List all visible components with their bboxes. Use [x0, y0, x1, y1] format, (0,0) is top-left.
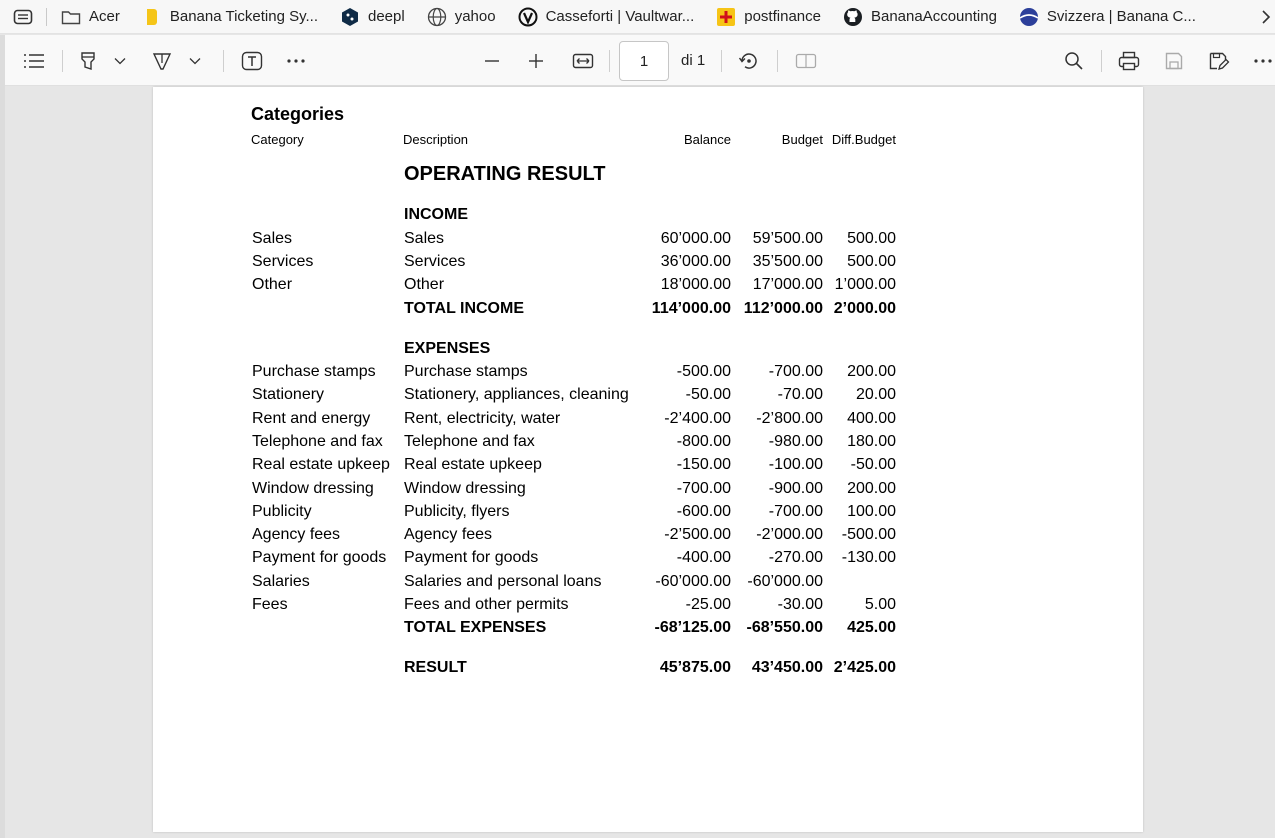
- diff-budget-cell: 200.00: [847, 363, 896, 380]
- deepl-icon: [340, 7, 360, 27]
- bookmark-yahoo[interactable]: [427, 0, 496, 34]
- save-as-icon[interactable]: [1207, 35, 1231, 86]
- expenses-heading: EXPENSES: [404, 340, 491, 357]
- diff-budget-cell: 1’000.00: [834, 276, 896, 294]
- total-expenses-label: TOTAL EXPENSES: [404, 619, 547, 636]
- bookmarks-divider: [46, 8, 47, 26]
- balance-cell: -800.00: [676, 432, 731, 450]
- category-cell: Sales: [252, 230, 293, 247]
- balance-cell: 18’000.00: [660, 276, 731, 294]
- bookmark-deepl[interactable]: [340, 0, 405, 34]
- header-balance: Balance: [684, 132, 731, 147]
- budget-cell: 17’000.00: [752, 276, 823, 294]
- bookmark-label: yahoo: [454, 8, 496, 25]
- balance-cell: -2’500.00: [664, 526, 731, 544]
- print-icon[interactable]: [1117, 35, 1141, 86]
- category-cell: Purchase stamps: [252, 363, 376, 380]
- total-income-row: [153, 300, 1143, 322]
- bookmark-label: Acer: [89, 8, 120, 25]
- bookmark-label: Svizzera | Banana C...: [1046, 8, 1196, 25]
- table-row: [153, 253, 1143, 275]
- bookmark-vaultwarden[interactable]: [518, 0, 695, 34]
- description-cell: Payment for goods: [404, 549, 539, 567]
- description-cell: Fees and other permits: [404, 596, 569, 613]
- more-options-icon[interactable]: [284, 35, 308, 86]
- category-cell: Payment for goods: [252, 549, 387, 567]
- table-row: [153, 549, 1143, 571]
- total-income-label: TOTAL INCOME: [404, 300, 524, 317]
- total-expenses-balance: -68’125.00: [654, 619, 731, 636]
- balance-cell: -700.00: [676, 479, 731, 497]
- description-cell: Other: [404, 276, 445, 294]
- balance-cell: 36’000.00: [660, 253, 731, 271]
- total-expenses-budget: -68’550.00: [746, 619, 823, 636]
- diff-budget-cell: 500.00: [847, 253, 896, 271]
- toolbar-divider: [223, 50, 224, 72]
- description-cell: Window dressing: [404, 479, 526, 497]
- diff-budget-cell: 20.00: [855, 386, 896, 404]
- vaultwarden-icon: [518, 7, 538, 27]
- balance-cell: -2’400.00: [664, 409, 731, 427]
- result-budget: 43’450.00: [751, 659, 823, 676]
- table-row: [153, 230, 1143, 252]
- result-label: RESULT: [404, 659, 467, 676]
- diff-budget-cell: 400.00: [847, 409, 896, 427]
- description-cell: Stationery, appliances, cleaning: [404, 386, 629, 404]
- balance-cell: -60’000.00: [655, 572, 731, 590]
- page-count: di 1: [681, 52, 706, 69]
- balance-cell: -25.00: [685, 596, 731, 613]
- diff-budget-cell: 200.00: [847, 479, 896, 497]
- pdf-toolbar: [0, 35, 1275, 86]
- globe-blue-icon: [1019, 7, 1039, 27]
- rotate-icon[interactable]: [737, 35, 761, 86]
- fit-width-icon[interactable]: [570, 35, 596, 86]
- settings-more-icon[interactable]: [1252, 35, 1274, 86]
- chevron-down-icon[interactable]: [187, 35, 203, 86]
- diff-budget-cell: -50.00: [850, 456, 896, 474]
- budget-cell: -60’000.00: [747, 572, 823, 590]
- balance-cell: -400.00: [676, 549, 731, 567]
- github-icon: [843, 7, 863, 27]
- chevron-right-icon[interactable]: [1261, 0, 1271, 34]
- bookmark-bananaaccounting[interactable]: [843, 0, 997, 34]
- category-cell: Telephone and fax: [252, 432, 383, 450]
- total-income-diff: 2’000.00: [833, 300, 896, 317]
- bookmark-postfinance[interactable]: [716, 0, 821, 34]
- budget-cell: -70.00: [777, 386, 823, 404]
- highlight-icon[interactable]: [76, 35, 100, 86]
- diff-budget-cell: 180.00: [847, 432, 896, 450]
- bookmark-acer[interactable]: [61, 0, 120, 34]
- banana-icon: [142, 7, 162, 27]
- table-row: [153, 596, 1143, 618]
- result-diff: 2’425.00: [833, 659, 896, 676]
- table-row: [153, 456, 1143, 478]
- zoom-in-icon[interactable]: [524, 35, 548, 86]
- chevron-down-icon[interactable]: [112, 35, 128, 86]
- category-cell: Salaries: [252, 572, 310, 590]
- operating-result-heading: OPERATING RESULT: [404, 163, 606, 185]
- description-cell: Agency fees: [404, 526, 493, 544]
- bookmark-label: BananaAccounting: [870, 8, 997, 25]
- result-row: [153, 659, 1143, 681]
- description-cell: Services: [404, 253, 466, 271]
- diff-budget-cell: 500.00: [847, 230, 896, 247]
- table-row: [153, 433, 1143, 455]
- table-row: [153, 276, 1143, 298]
- budget-cell: 59’500.00: [752, 230, 823, 247]
- total-expenses-row: [153, 619, 1143, 641]
- description-cell: Real estate upkeep: [404, 456, 542, 474]
- bookmark-label: postfinance: [744, 8, 821, 25]
- result-balance: 45’875.00: [659, 659, 731, 676]
- table-row: [153, 480, 1143, 502]
- header-category: Category: [251, 132, 304, 147]
- category-cell: Rent and energy: [252, 409, 371, 427]
- income-heading: INCOME: [404, 206, 468, 223]
- page-number-input[interactable]: 1: [619, 41, 669, 81]
- toolbar-divider: [777, 50, 778, 72]
- bookmarks-bar: [0, 0, 1275, 34]
- description-cell: Rent, electricity, water: [404, 409, 561, 427]
- header-budget: Budget: [781, 132, 823, 147]
- diff-budget-cell: -130.00: [841, 549, 896, 567]
- balance-cell: -500.00: [676, 363, 731, 380]
- category-cell: Real estate upkeep: [252, 456, 390, 474]
- budget-cell: -2’800.00: [756, 409, 823, 427]
- document-title: Categories: [251, 104, 345, 124]
- text-box-icon[interactable]: [240, 35, 264, 86]
- save-icon[interactable]: [1162, 35, 1186, 86]
- table-row: [153, 410, 1143, 432]
- budget-cell: -900.00: [768, 479, 823, 497]
- diff-budget-cell: 5.00: [864, 596, 896, 613]
- globe-icon: [427, 7, 447, 27]
- budget-cell: -980.00: [768, 432, 823, 450]
- budget-cell: -270.00: [768, 549, 823, 567]
- draw-pen-icon[interactable]: [150, 35, 174, 86]
- budget-cell: -700.00: [768, 363, 823, 380]
- pdf-page: [153, 87, 1143, 832]
- category-cell: Stationery: [252, 386, 325, 404]
- budget-cell: -30.00: [777, 596, 823, 613]
- header-diff-budget: Diff.Budget: [831, 132, 896, 147]
- table-row: [153, 503, 1143, 525]
- toolbar-divider: [609, 50, 610, 72]
- bookmark-svizzera[interactable]: [1019, 0, 1196, 34]
- budget-cell: -2’000.00: [756, 526, 823, 544]
- contents-list-icon[interactable]: [20, 35, 48, 86]
- category-cell: Publicity: [252, 502, 312, 520]
- diff-budget-cell: -500.00: [841, 526, 896, 544]
- balance-cell: 60’000.00: [660, 230, 731, 247]
- table-row: [153, 526, 1143, 548]
- description-cell: Salaries and personal loans: [404, 572, 602, 590]
- category-cell: Other: [252, 276, 293, 294]
- description-cell: Publicity, flyers: [404, 502, 510, 520]
- category-cell: Window dressing: [252, 479, 374, 497]
- toolbar-divider: [62, 50, 63, 72]
- description-cell: Telephone and fax: [404, 432, 535, 450]
- postfinance-icon: [716, 7, 736, 27]
- category-cell: Agency fees: [252, 526, 341, 544]
- table-row: [153, 363, 1143, 385]
- total-income-balance: 114’000.00: [651, 300, 731, 317]
- budget-cell: 35’500.00: [752, 253, 823, 271]
- zoom-out-icon[interactable]: [480, 35, 504, 86]
- diff-budget-cell: 100.00: [847, 502, 896, 520]
- bookmark-label: Casseforti | Vaultwar...: [545, 8, 695, 25]
- header-description: Description: [403, 132, 469, 147]
- balance-cell: -150.00: [676, 456, 731, 474]
- table-row: [153, 573, 1143, 595]
- total-expenses-diff: 425.00: [847, 619, 896, 636]
- balance-cell: -50.00: [685, 386, 731, 404]
- page-view-icon[interactable]: [794, 35, 818, 86]
- total-income-budget: 112’000.00: [743, 300, 823, 317]
- search-icon[interactable]: [1062, 35, 1086, 86]
- folder-icon: [61, 7, 81, 27]
- budget-cell: -100.00: [768, 456, 823, 474]
- bookmark-banana-ticketing[interactable]: [142, 0, 318, 34]
- bookmark-label: Banana Ticketing Sy...: [169, 8, 318, 25]
- balance-cell: -600.00: [676, 502, 731, 520]
- category-cell: Fees: [252, 596, 288, 613]
- table-row: [153, 386, 1143, 408]
- category-cell: Services: [252, 253, 314, 271]
- description-cell: Purchase stamps: [404, 363, 528, 380]
- toolbar-divider: [721, 50, 722, 72]
- toolbar-divider: [1101, 50, 1102, 72]
- tab-actions-icon[interactable]: [0, 0, 46, 34]
- budget-cell: -700.00: [768, 502, 823, 520]
- description-cell: Sales: [404, 230, 445, 247]
- bookmark-label: deepl: [367, 8, 405, 25]
